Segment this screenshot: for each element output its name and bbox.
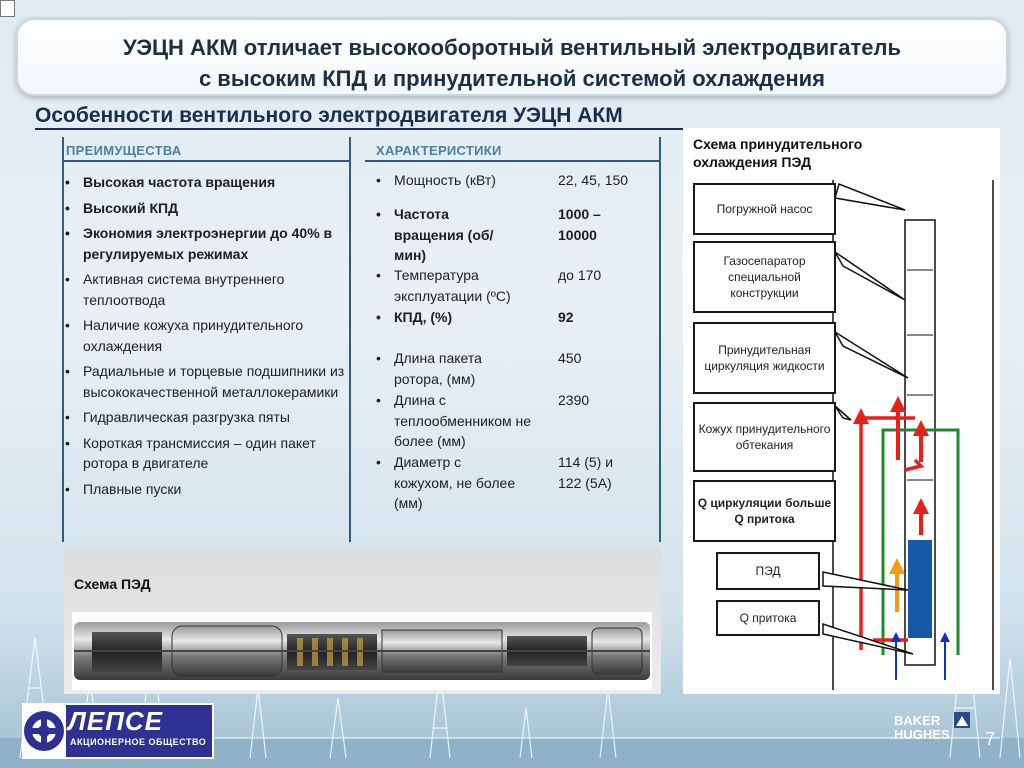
label-forced-circulation: Принудительная циркуляция жидкости <box>693 322 836 394</box>
label-casing: Кожух принудительного обтекания <box>693 402 836 472</box>
char-name: Частота вращения (об/мин) <box>394 206 494 263</box>
char-name: Мощность (кВт) <box>394 172 496 188</box>
char-value: 2390 <box>558 392 590 408</box>
advantages-list <box>62 172 354 504</box>
ped-scheme-label: Схема ПЭД <box>74 576 151 592</box>
advantages-heading: ПРЕИМУЩЕСТВА <box>66 143 182 158</box>
char-name: Длина с теплообменником не более (мм) <box>394 392 532 449</box>
char-value: до 170 <box>558 267 602 283</box>
subtitle-underline <box>35 128 749 130</box>
label-submersible-pump: Погружной насос <box>693 183 836 235</box>
list-item: • Наличие кожуха принудительного охлаждения <box>62 315 354 356</box>
partner-line-2: HUGHES <box>894 727 950 742</box>
char-value: 22, 45, 150 <box>558 172 629 188</box>
lepse-brand-subtitle: АКЦИОНЕРНОЕ ОБЩЕСТВО <box>70 737 207 747</box>
baker-hughes-text <box>894 714 950 742</box>
page-subtitle: Особенности вентильного электродвигателя УЭЦН АКМ <box>35 104 623 127</box>
char-value: 1000 – 10000 <box>558 206 601 243</box>
characteristics-heading-line <box>365 160 661 162</box>
char-name: Диаметр с кожухом, не более (мм) <box>394 454 516 511</box>
document-icon[interactable] <box>0 0 15 17</box>
cooling-diagram-title <box>693 135 862 171</box>
label-ped: ПЭД <box>716 552 820 590</box>
char-name: Температура эксплуатации (ºС) <box>394 267 511 304</box>
characteristics-heading: ХАРАКТЕРИСТИКИ <box>376 143 502 158</box>
char-value: 92 <box>558 309 574 325</box>
char-value: 114 (5) и 122 (5А) <box>558 454 614 491</box>
title-line-2: с высоким КПД и принудительной системой охлаждения <box>198 66 826 91</box>
title-line-1: УЭЦН АКМ отличает высокооборотный вентильный электродвигатель <box>122 35 902 60</box>
page-number: 7 <box>985 729 996 749</box>
list-item: • Гидравлическая разгрузка пяты <box>62 407 354 428</box>
char-name: Длина пакета ротора, (мм) <box>394 350 482 387</box>
list-item: • Экономия электроэнергии до 40% в регулируемых режимах <box>62 223 354 264</box>
ped-cutaway-image <box>72 612 652 690</box>
motor-cutaway-drawing <box>72 612 652 690</box>
motor-block <box>908 540 932 638</box>
list-item: • Высокий КПД <box>62 198 354 219</box>
title-box <box>16 18 1008 96</box>
char-name: КПД, (%) <box>394 309 453 325</box>
char-value: 450 <box>558 350 582 366</box>
label-gas-separator: Газосепаратор специальной конструкции <box>693 241 836 313</box>
partner-line-1: BAKER <box>894 713 941 728</box>
cooling-diagram-title-line-2: охлаждения ПЭД <box>693 154 812 170</box>
list-item: • Активная система внутреннего теплоотвода <box>62 269 354 310</box>
lepse-brand-name: ЛЕПСЕ <box>68 706 164 736</box>
label-q-circulation: Q циркуляции больше Q притока <box>693 480 836 542</box>
list-item: • Радиальные и торцевые подшипники из высококачественной металлокерамики <box>62 361 354 402</box>
list-item: • Плавные пуски <box>62 479 354 500</box>
label-q-inflow: Q притока <box>716 600 820 636</box>
cooling-diagram-title-line-1: Схема принудительного <box>693 136 863 152</box>
list-item: • Короткая трансмиссия – один пакет ротора в двигателе <box>62 433 354 474</box>
list-item: • Высокая частота вращения <box>62 172 354 193</box>
advantages-heading-line <box>62 160 351 162</box>
